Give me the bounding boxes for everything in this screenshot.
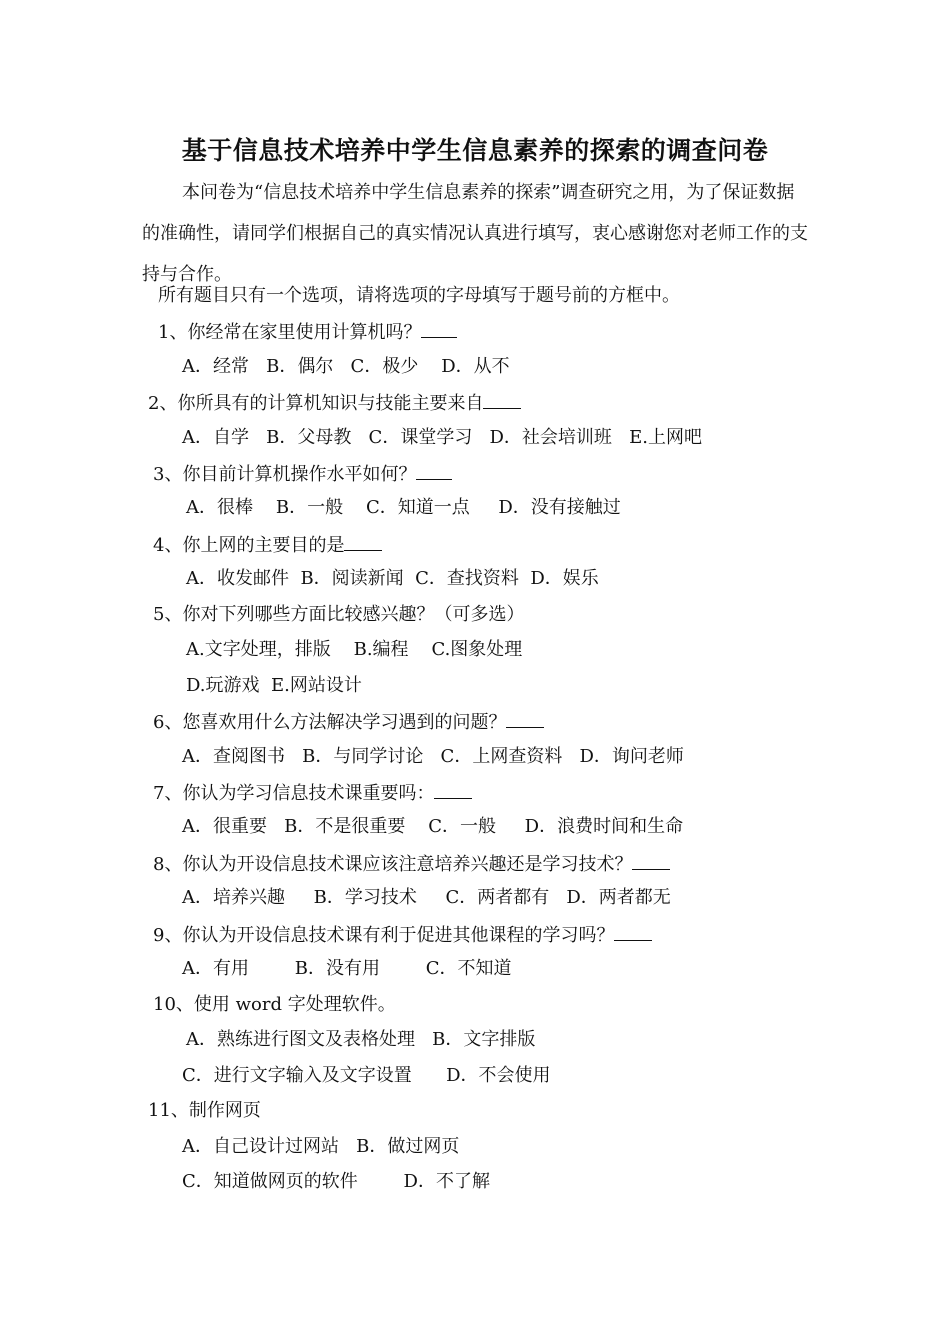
question-9-text: 9、你认为开设信息技术课有利于促进其他课程的学习吗？ xyxy=(153,925,615,946)
answer-blank-7[interactable] xyxy=(434,781,472,799)
question-8-options: A．培养兴趣 B．学习技术 C．两者都有 D．两者都无 xyxy=(182,887,671,908)
question-3 xyxy=(153,462,452,486)
question-5-options-line-2: D.玩游戏 E.网站设计 xyxy=(186,675,362,696)
question-2-text: 2、你所具有的计算机知识与技能主要来自 xyxy=(148,393,484,414)
question-7-options: A．很重要 B．不是很重要 C．一般 D．浪费时间和生命 xyxy=(182,816,684,837)
question-4-text: 4、你上网的主要目的是 xyxy=(153,535,345,556)
question-11-text: 11、制作网页 xyxy=(148,1100,261,1121)
question-11-options-line-1: A．自己设计过网站 B．做过网页 xyxy=(182,1136,460,1157)
question-7 xyxy=(153,781,472,805)
answer-blank-4[interactable] xyxy=(344,533,382,551)
question-1-text: 1、你经常在家里使用计算机吗？ xyxy=(158,322,422,343)
document-title: 基于信息技术培养中学生信息素养的探索的调查问卷 xyxy=(181,136,769,165)
question-11-options-line-2: C．知道做网页的软件 D．不了解 xyxy=(182,1171,490,1192)
instruction-text: 所有题目只有一个选项，请将选项的字母填写于题号前的方框中。 xyxy=(158,285,680,306)
question-4-options: A．收发邮件 B．阅读新闻 C．查找资料 D．娱乐 xyxy=(186,568,599,589)
question-10-text: 10、使用 word 字处理软件。 xyxy=(153,994,396,1015)
intro-paragraph: 本问卷为“信息技术培养中学生信息素养的探索”调查研究之用，为了保证数据的准确性，请同学们根据自己的真实情况认真进行填写，衷心感谢您对老师工作的支持与合作。 xyxy=(142,182,808,285)
question-4 xyxy=(153,533,382,557)
question-5 xyxy=(153,604,524,626)
question-6 xyxy=(153,710,544,734)
question-1 xyxy=(158,320,457,344)
question-3-options: A．很棒 B．一般 C．知道一点 D．没有接触过 xyxy=(186,497,621,518)
question-9 xyxy=(153,923,652,947)
question-6-options: A．查阅图书 B．与同学讨论 C．上网查资料 D．询问老师 xyxy=(182,746,684,767)
question-5-options-line-1: A.文字处理，排版 B.编程 C.图象处理 xyxy=(186,639,523,660)
question-6-text: 6、您喜欢用什么方法解决学习遇到的问题？ xyxy=(153,712,507,733)
question-11 xyxy=(148,1100,261,1122)
question-8 xyxy=(153,852,670,876)
question-5-text: 5、你对下列哪些方面比较感兴趣？（可多选） xyxy=(153,604,525,625)
question-10-options-line-2: C．进行文字输入及文字设置 D．不会使用 xyxy=(182,1065,551,1086)
answer-blank-8[interactable] xyxy=(632,852,670,870)
question-7-text: 7、你认为学习信息技术课重要吗： xyxy=(153,783,435,804)
answer-blank-6[interactable] xyxy=(506,710,544,728)
question-2-options: A．自学 B．父母教 C．课堂学习 D．社会培训班 E.上网吧 xyxy=(182,427,702,448)
question-1-options: A．经常 B．偶尔 C．极少 D．从不 xyxy=(182,356,510,377)
question-8-text: 8、你认为开设信息技术课应该注意培养兴趣还是学习技术？ xyxy=(153,854,633,875)
question-2 xyxy=(148,391,521,415)
question-9-options: A．有用 B．没有用 C．不知道 xyxy=(182,958,512,979)
answer-blank-2[interactable] xyxy=(483,391,521,409)
question-10 xyxy=(153,994,396,1016)
question-3-text: 3、你目前计算机操作水平如何？ xyxy=(153,464,417,485)
answer-blank-3[interactable] xyxy=(416,462,452,480)
question-10-options-line-1: A．熟练进行图文及表格处理 B．文字排版 xyxy=(186,1029,536,1050)
answer-blank-1[interactable] xyxy=(421,320,457,338)
answer-blank-9[interactable] xyxy=(614,923,652,941)
